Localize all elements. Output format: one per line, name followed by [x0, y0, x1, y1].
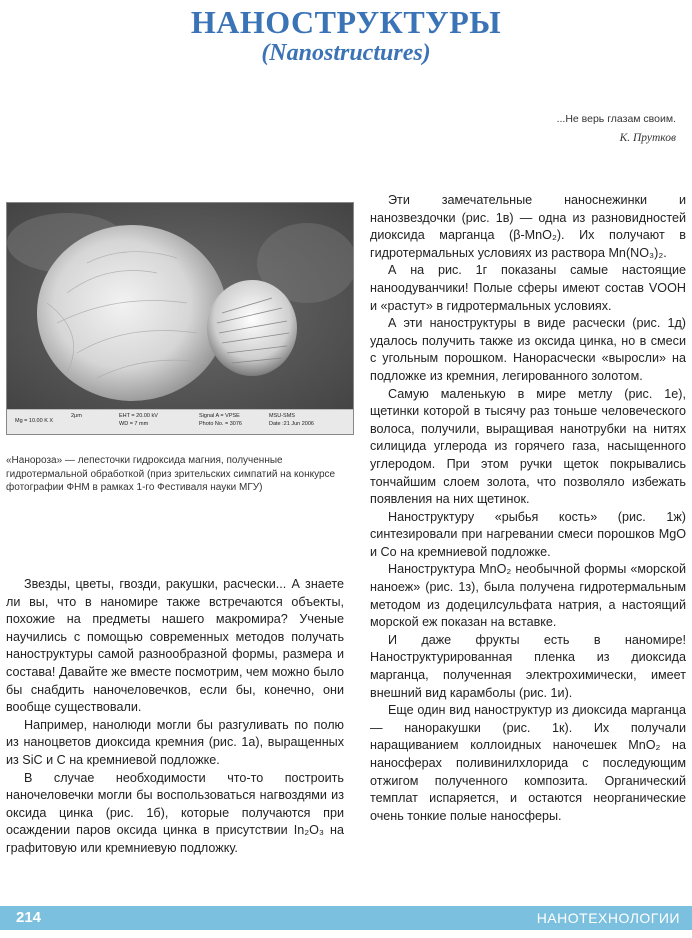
paragraph: Эти замечательные наноснежинки и нанозвездочки (рис. 1в) — одна из разновидностей диоксида марганца (β-MnO₂). Их получают в гидротермальных условиях из раствора Mn(NO₃)₂.	[370, 193, 686, 260]
sem-eht: EHT = 20.00 kV	[119, 413, 158, 419]
paragraph: Наноструктуру «рыбья кость» (рис. 1ж) синтезировали при нагревании смеси порошков MgO и Co на кремниевой подложке.	[370, 509, 686, 559]
paragraph: Звезды, цветы, гвозди, ракушки, расчески... А знаете ли вы, что в наномире также встречаются объекты, похожие на предметы нашего макромира? Ученые научились с помощью современных методов получать наноструктуры самой разнообразной формы, размера и состава! Давайте же вместе посмотрим, чем можно было бы снабдить наночеловечков, если бы, конечно, они вообще существовали.	[6, 577, 344, 715]
epigraph-author: К. Прутков	[619, 132, 676, 144]
sem-photo-nanorose	[6, 202, 354, 435]
sem-scale: 2μm	[71, 413, 82, 419]
paragraph: Самую маленькую в мире метлу (рис. 1е), щетинки которой в тысячу раз тоньше человеческого волоса, получили, выращивая нанотрубки на нитях силицида углерода из горячего газа, насыщенного углеродом. При этом ручки щеток покрывались тончайшим слоем золота, что позволяло избежать появления на них щетинок.	[370, 386, 686, 507]
paragraph: Еще один вид наноструктур из диоксида марганца — наноракушки (рис. 1к). Их получали наращиванием коллоидных наночешек MnO₂ на наносферах поливинилхлорида с последующим отжигом полученного композита. Органический темплат испаряется, и остаются неорганические очень тонкие полые наносферы.	[370, 703, 686, 823]
paragraph: В случае необходимости что-то построить наночеловечки могли бы воспользоваться нагвоздями из оксида цинка (рис. 1б), которые получаются при осаждении паров оксида цинка в присутствии In₂O₃ на графитовую или кремниевую подложку.	[6, 770, 344, 855]
sem-signal: Signal A = VPSE	[199, 413, 240, 419]
sem-info-bar	[7, 409, 353, 434]
paragraph: А на рис. 1г показаны самые настоящие наноодуванчики! Полые сферы имеют состав VOOH и «растут» в гидротермальных условиях.	[370, 263, 686, 313]
sem-wd: WD = 7 mm	[119, 421, 149, 427]
paragraph: Наноструктура MnO₂ необычной формы «морской наноеж» (рис. 1з), была получена гидротермальным методом из додецилсульфата натрия, а настоящий морской еж показан на вставке.	[370, 562, 686, 630]
section-name: НАНОТЕХНОЛОГИИ	[536, 910, 680, 926]
figure-caption: «Нанороза» — лепесточки гидроксида магния, полученные гидротермальной обработкой (приз зрительских симпатий на конкурсе фотографии ФНМ в рамках 1-го Фестиваля науки МГУ)	[6, 455, 336, 493]
paragraph: А эти наноструктуры в виде расчески (рис. 1д) удалось получить также из оксида цинка, но в смеси с угольным порошком. Нанорасчески «выросли» на подложке из кремния, легированного золотом.	[370, 316, 686, 383]
sem-date: Date :21 Jun 2006	[269, 421, 314, 427]
sem-photo-no: Photo No. = 3076	[199, 421, 242, 427]
sem-image	[7, 203, 353, 410]
paragraph: Например, нанолюди могли бы разгуливать по полю из наноцветов диоксида кремния (рис. 1а), выращенных из SiC и C на кремниевой подложке.	[6, 717, 344, 767]
sem-org: MSU-SMS	[269, 413, 295, 419]
left-column	[6, 576, 344, 858]
right-column	[370, 192, 686, 825]
footer-band	[0, 906, 692, 930]
page-subtitle: (Nanostructures)	[261, 40, 431, 66]
epigraph-quote: ...Не верь глазам своим.	[556, 113, 676, 125]
paragraph: И даже фрукты есть в наномире! Наноструктурированная пленка из диоксида марганца, полученная электрохимически, имеет внешний вид карамболы (рис. 1и).	[370, 632, 686, 700]
sem-mag: Mg = 10.00 K X	[15, 418, 54, 424]
page-number: 214	[16, 909, 42, 926]
page-title: НАНОСТРУКТУРЫ	[190, 4, 502, 40]
